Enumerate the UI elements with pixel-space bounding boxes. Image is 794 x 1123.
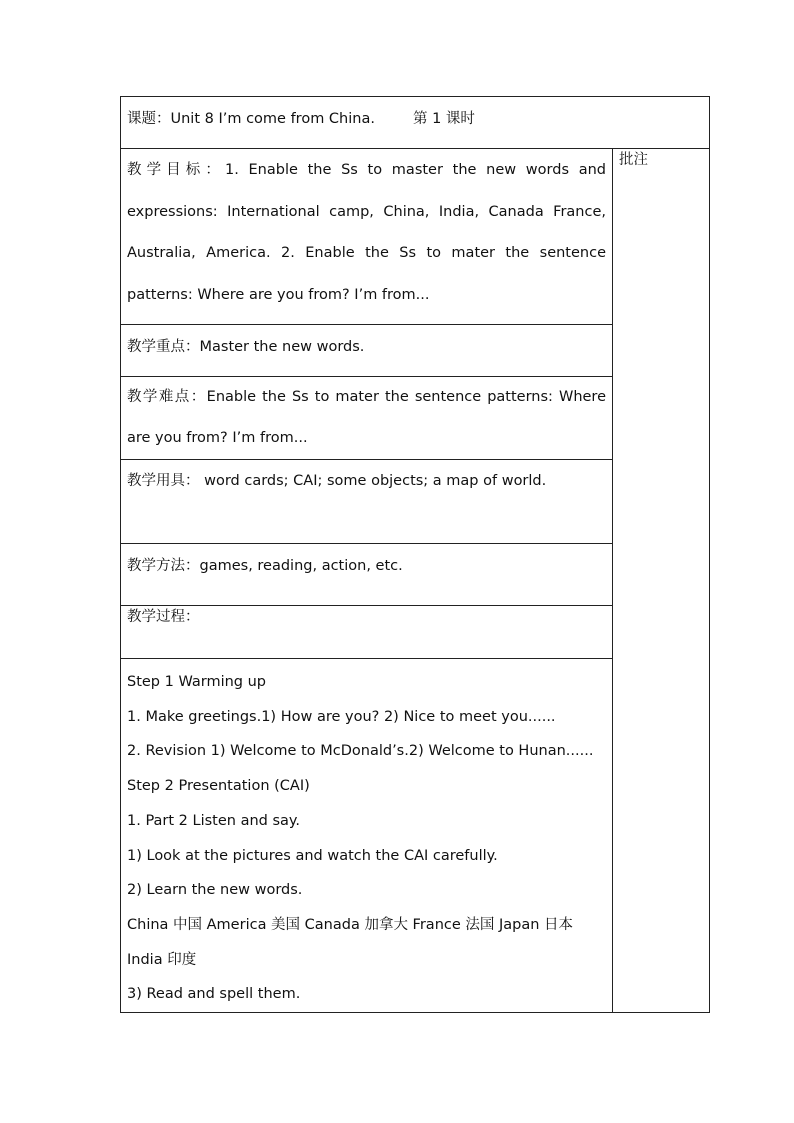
step-line: 1. Make greetings.1) How are you? 2) Nice to meet you...... <box>127 708 556 725</box>
goals-cell <box>121 149 613 325</box>
title-label: 课题： <box>127 111 171 127</box>
step-line: 2) Learn the new words. <box>127 882 303 899</box>
teaching-goals: 教学目标：1. Enable the Ss to master the new words and expressions: International camp, China, India, Canada France, Australia, America. 2. Enable the Ss to mater the sentence patterns: Where are you from? I’m from... <box>127 162 606 303</box>
lesson-plan-table <box>120 96 710 1013</box>
step-line: 1. Part 2 Listen and say. <box>127 812 301 829</box>
teaching-difficult-points: 教学难点：Enable the Ss to mater the sentence patterns: Where are you from? I’m from... <box>127 389 606 446</box>
tools-cell <box>121 460 613 544</box>
teaching-process-label: 教学过程： <box>127 609 200 625</box>
step-line: 2. Revision 1) Welcome to McDonald’s.2) Welcome to Hunan...... <box>127 743 594 760</box>
step-line: 3) Read and spell them. <box>127 986 301 1003</box>
vocabulary-line: China 中国 America 美国 Canada 加拿大 France 法国 Japan 日本 India 印度 <box>127 916 574 968</box>
lesson-title: Unit 8 I’m come from China. <box>170 111 375 127</box>
step-line: Step 2 Presentation (CAI) <box>127 778 310 795</box>
notes-label: 批注 <box>619 152 648 168</box>
teaching-methods: 教学方法：games, reading, action, etc. <box>127 558 403 574</box>
lesson-number: 第 1 课时 <box>412 111 475 127</box>
methods-cell <box>121 544 613 606</box>
step-line: Step 1 Warming up <box>127 674 267 690</box>
key-points-cell <box>121 325 613 377</box>
teaching-key-points: 教学重点：Master the new words. <box>127 339 365 355</box>
notes-column <box>613 149 710 1013</box>
process-cell <box>121 606 613 659</box>
title-cell <box>121 97 710 149</box>
step-line: 1) Look at the pictures and watch the CAI carefully. <box>127 847 498 864</box>
goals-row <box>121 149 710 325</box>
title-row <box>121 97 710 149</box>
teaching-tools: 教学用具： word cards; CAI; some objects; a map of world. <box>127 473 547 489</box>
difficult-points-cell <box>121 377 613 460</box>
steps-cell <box>121 659 613 1013</box>
